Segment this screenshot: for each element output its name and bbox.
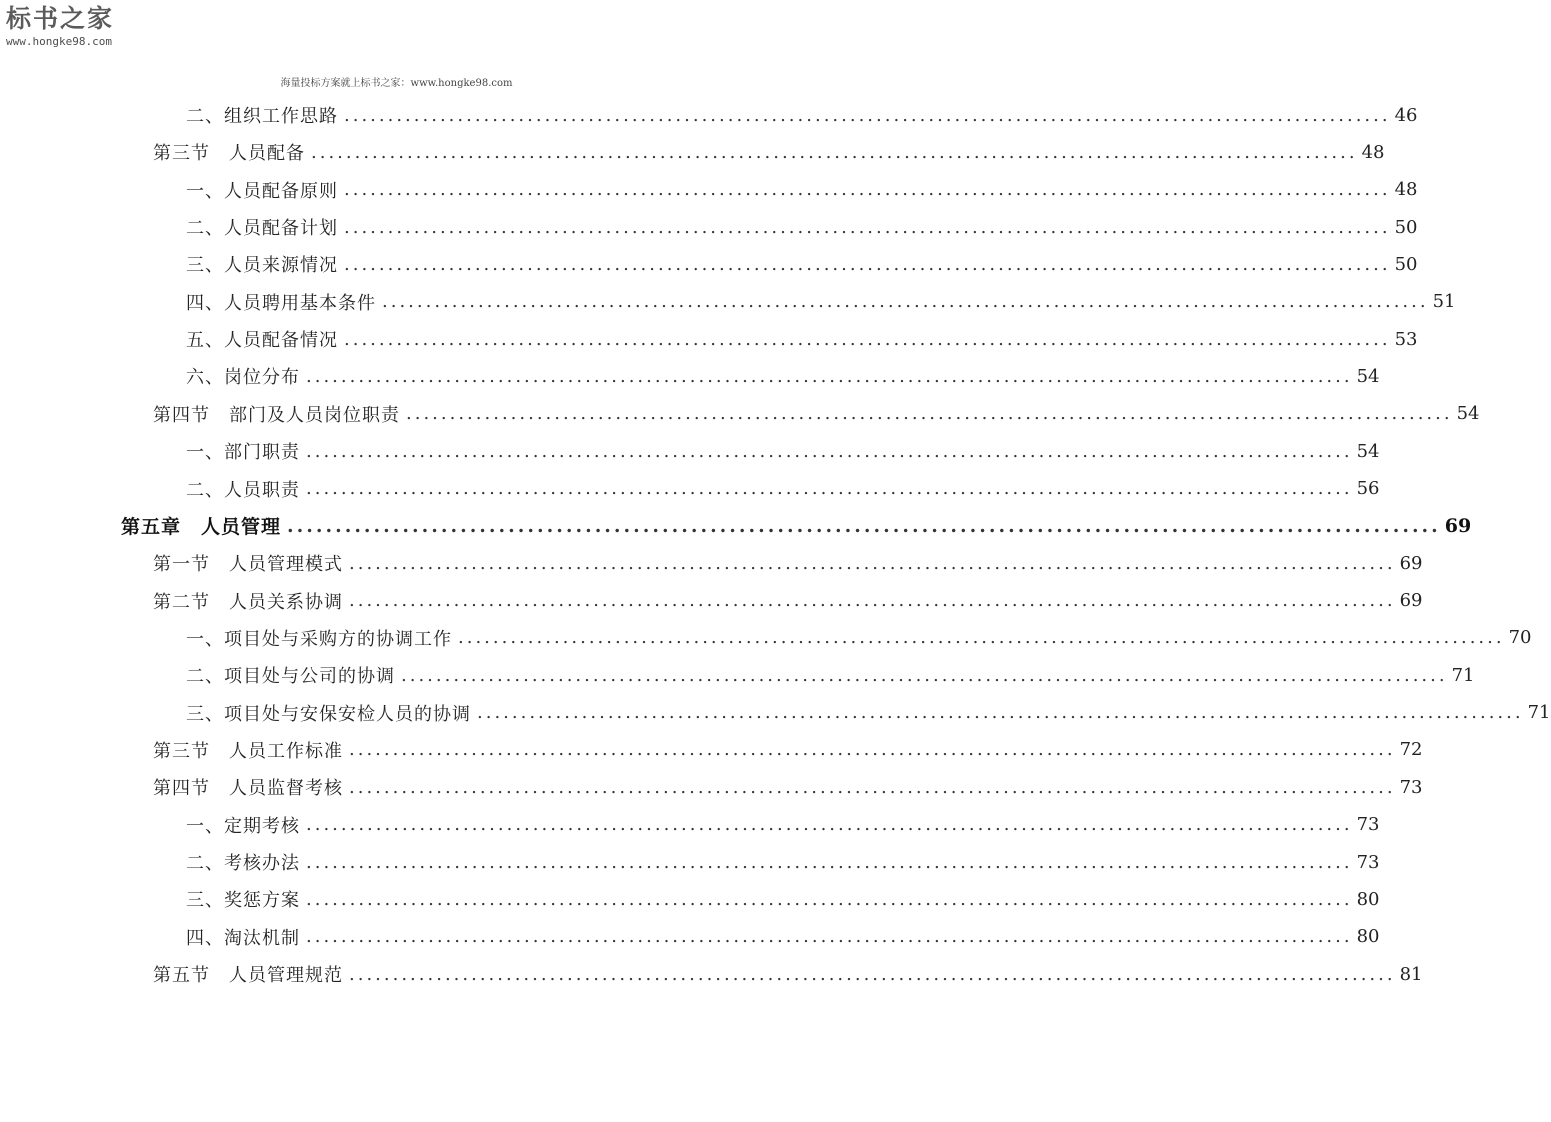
toc-page-number: 51: [1432, 291, 1456, 313]
toc-entry[interactable]: [186, 324, 1418, 354]
toc-entry-title: 二、人员职责: [186, 479, 300, 501]
toc-entry[interactable]: [186, 698, 1551, 728]
toc-page-number: 69: [1399, 590, 1423, 612]
toc-page-number: 80: [1356, 888, 1380, 910]
toc-page-number: 81: [1399, 963, 1423, 985]
toc-page-number: 54: [1456, 403, 1480, 425]
toc-leader-dots: ........................................................................................................................: [382, 291, 1429, 313]
toc-leader-dots: ........................................................................................................................: [306, 888, 1353, 910]
toc-entry-title: 四、淘汰机制: [186, 927, 300, 949]
toc-leader-dots: ........................................................................................................................: [344, 104, 1391, 126]
toc-leader-dots: ........................................................................................................................: [306, 440, 1353, 462]
toc-leader-dots: ........................................................................................................................: [477, 702, 1524, 724]
toc-entry-title: 三、项目处与安保安检人员的协调: [186, 703, 471, 725]
toc-entry-title: 二、项目处与公司的协调: [186, 666, 395, 688]
toc-entry-title: 五、人员配备情况: [186, 330, 338, 352]
toc-entry[interactable]: [121, 511, 1472, 541]
toc-entry-title: 第五节 人员管理规范: [153, 965, 343, 987]
toc-entry[interactable]: [153, 548, 1423, 578]
toc-entry-title: 一、部门职责: [186, 442, 300, 464]
site-logo: [6, 4, 166, 49]
header-banner: 海量投标方案就上标书之家：www.hongke98.com: [280, 78, 513, 89]
toc-entry-title: 第三节 人员工作标准: [153, 740, 343, 762]
toc-entry[interactable]: [153, 735, 1423, 765]
toc-page-number: 69: [1399, 552, 1423, 574]
toc-leader-dots: ........................................................................................................................: [344, 328, 1391, 350]
toc-page-number: 71: [1451, 664, 1475, 686]
toc-page-number: 73: [1356, 851, 1380, 873]
toc-entry[interactable]: [186, 474, 1380, 504]
toc-leader-dots: ........................................................................................................................: [458, 627, 1505, 649]
toc-entry-title: 二、人员配备计划: [186, 218, 338, 240]
toc-entry-title: 第一节 人员管理模式: [153, 554, 343, 576]
toc-entry[interactable]: [153, 586, 1423, 616]
toc-leader-dots: ........................................................................................................................: [311, 141, 1358, 163]
toc-entry[interactable]: [153, 959, 1423, 989]
toc-entry-title: 四、人员聘用基本条件: [186, 292, 376, 314]
toc-leader-dots: ........................................................................................................................: [306, 365, 1353, 387]
toc-page-number: 48: [1361, 141, 1385, 163]
toc-entry[interactable]: [186, 847, 1380, 877]
toc-leader-dots: ........................................................................................................................: [306, 478, 1353, 499]
toc-entry[interactable]: [186, 884, 1380, 914]
toc-page-number: 50: [1394, 253, 1418, 275]
toc-leader-dots: ........................................................................................................................: [306, 814, 1353, 836]
toc-entry[interactable]: [186, 249, 1418, 279]
toc-page-number: 69: [1444, 514, 1472, 537]
toc-leader-dots: ........................................................................................................................: [344, 216, 1391, 238]
logo-url: www.hongke98.com: [6, 35, 112, 48]
toc-entry-title: 一、项目处与采购方的协调工作: [186, 628, 452, 650]
toc-entry-title: 第二节 人员关系协调: [153, 591, 343, 613]
toc-leader-dots: ........................................................................................................................: [349, 739, 1396, 761]
toc-entry-title: 第三节 人员配备: [153, 143, 305, 165]
toc-page-number: 73: [1399, 776, 1423, 798]
toc-entry[interactable]: [186, 922, 1380, 952]
toc-entry-title: 三、人员来源情况: [186, 255, 338, 277]
toc-entry[interactable]: [186, 287, 1456, 317]
toc-leader-dots: ........................................................................................................................: [306, 851, 1353, 873]
toc-page-number: 46: [1394, 104, 1418, 126]
toc-page-number: 54: [1356, 440, 1380, 462]
toc-entry-title: 一、定期考核: [186, 815, 300, 837]
toc-page-number: 80: [1356, 926, 1380, 948]
toc-page-number: 53: [1394, 328, 1418, 350]
toc-entry-title: 一、人员配备原则: [186, 180, 338, 202]
toc-leader-dots: ........................................................................................................................: [349, 590, 1396, 612]
toc-entry-title: 第五章 人员管理: [121, 516, 282, 539]
toc-entry[interactable]: [186, 436, 1380, 466]
toc-entry-title: 二、组织工作思路: [186, 106, 338, 127]
logo-title: 标书之家: [6, 4, 115, 33]
toc-entry-title: 第四节 部门及人员岗位职责: [153, 404, 400, 426]
toc-page-number: 71: [1527, 702, 1551, 724]
toc-entry[interactable]: [153, 772, 1423, 802]
toc-entry[interactable]: [153, 137, 1385, 167]
toc-leader-dots: ........................................................................................................................: [344, 253, 1391, 275]
toc-leader-dots: ........................................................................................................................: [349, 963, 1396, 985]
toc-page-number: 56: [1356, 478, 1380, 499]
toc-entry-title: 三、奖惩方案: [186, 890, 300, 912]
toc-entry[interactable]: [186, 100, 1418, 130]
toc-entry-title: 第四节 人员监督考核: [153, 778, 343, 800]
toc-entry[interactable]: [186, 175, 1418, 205]
toc-leader-dots: ........................................................................................................................: [287, 514, 1441, 537]
toc-leader-dots: ........................................................................................................................: [306, 926, 1353, 948]
toc-leader-dots: ........................................................................................................................: [349, 776, 1396, 798]
toc-page-number: 70: [1508, 627, 1532, 649]
toc-entry[interactable]: [186, 623, 1532, 653]
toc-page-number: 72: [1399, 739, 1423, 761]
toc-leader-dots: ........................................................................................................................: [344, 179, 1391, 201]
toc-page-number: 54: [1356, 365, 1380, 387]
toc-entry-title: 二、考核办法: [186, 853, 300, 874]
toc-leader-dots: ........................................................................................................................: [349, 552, 1396, 574]
toc-leader-dots: ........................................................................................................................: [401, 664, 1448, 686]
toc-page-number: 48: [1394, 179, 1418, 201]
toc-entry[interactable]: [186, 361, 1380, 391]
toc-entry[interactable]: [186, 660, 1475, 690]
toc-entry-title: 六、岗位分布: [186, 367, 300, 389]
toc-leader-dots: ........................................................................................................................: [406, 403, 1453, 425]
toc-entry[interactable]: [153, 399, 1480, 429]
toc-page-number: 50: [1394, 216, 1418, 238]
toc-entry[interactable]: [186, 212, 1418, 242]
toc-entry[interactable]: [186, 810, 1380, 840]
toc-page-number: 73: [1356, 814, 1380, 836]
